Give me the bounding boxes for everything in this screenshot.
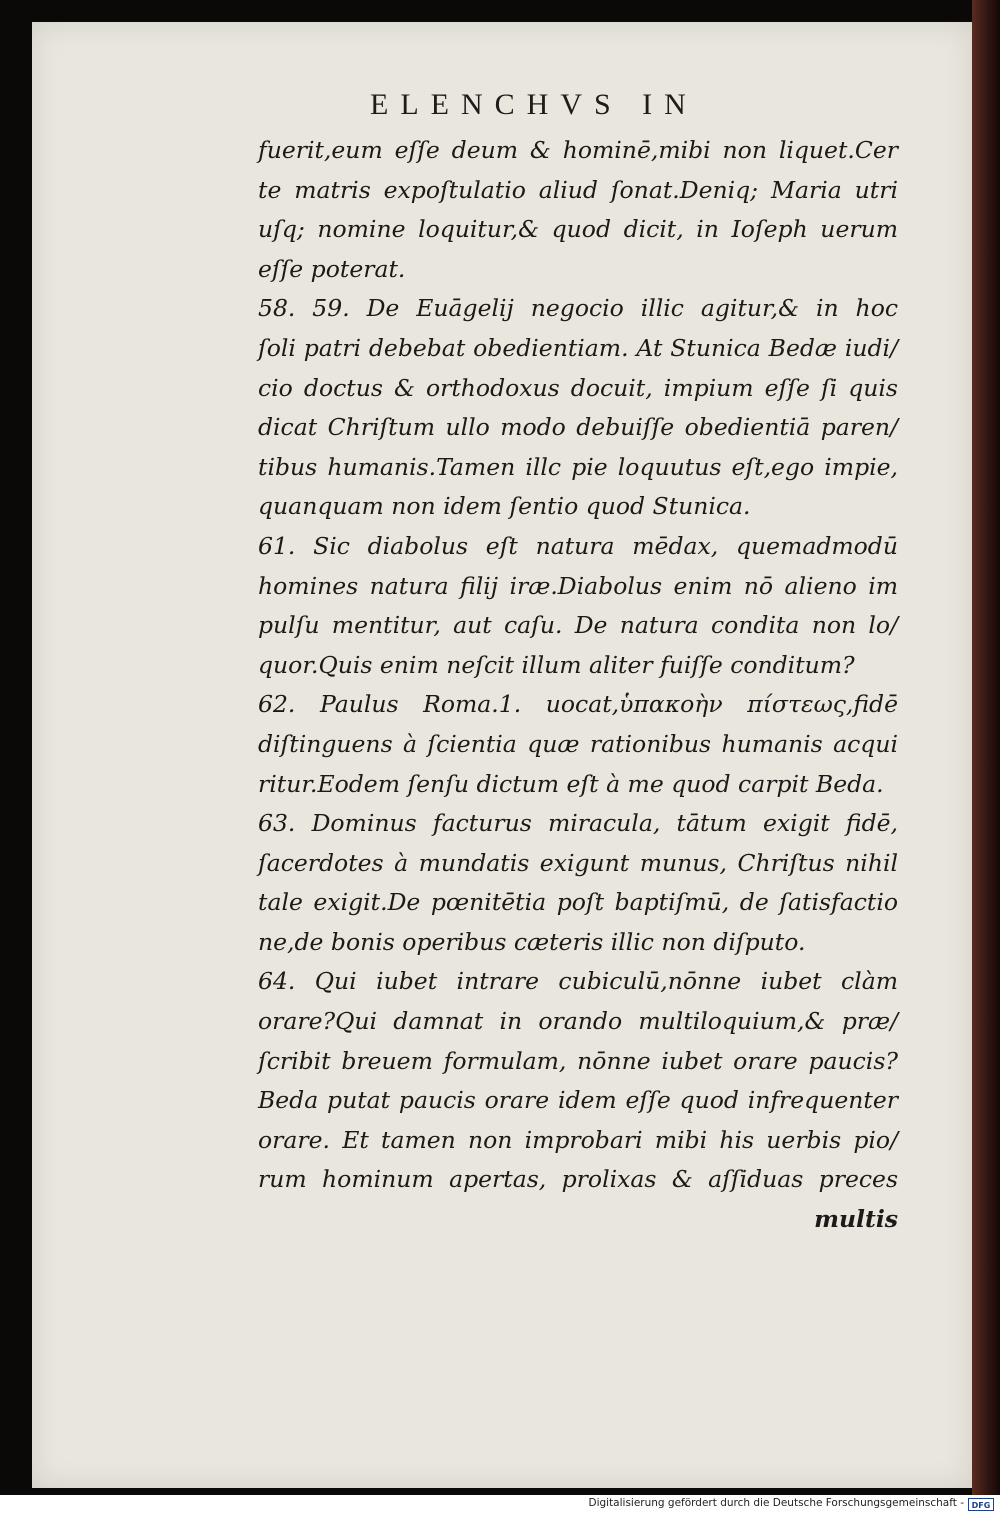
text-line: diſtinguens à ſcientia quæ rationibus humanis acqui: [258, 729, 898, 758]
text-line: 61. Sic diabolus eſt natura mēdax, quemadmodū: [258, 531, 898, 560]
text-line: cio doctus & orthodoxus docuit, impium eſſe ſi quis: [258, 373, 898, 402]
text-line: tale exigit.De pœnitētia poſt baptiſmū, de ſatisfactio: [258, 888, 898, 917]
text-line: dicat Chriſtum ullo modo debuiſſe obedientiā paren/: [258, 413, 898, 442]
text-line: pulſu mentitur, aut caſu. De natura condita non lo/: [258, 611, 898, 640]
text-line: ſcribit breuem formulam, nōnne iubet orare paucis?: [258, 1046, 898, 1075]
text-line: 62. Paulus Roma.1. uocat,ὑπακοὴν πίστεως,fidē: [258, 690, 898, 719]
text-line: te matris expoſtulatio aliud ſonat.Deniq; Maria utri: [258, 175, 898, 204]
text-line: quor.Quis enim neſcit illum aliter fuiſſe conditum?: [258, 650, 855, 679]
text-line: ſoli patri debebat obedientiam. At Stunica Bedæ iudi/: [258, 333, 898, 362]
text-line: rum hominum apertas, prolixas & aſſiduas preces: [258, 1165, 898, 1194]
catchword: multis: [814, 1205, 898, 1234]
text-line: Beda putat paucis orare idem eſſe quod infrequenter: [258, 1086, 898, 1115]
text-line: homines natura filij iræ.Diabolus enim nō alieno im: [258, 571, 898, 600]
text-line: fuerit,eum eſſe deum & hominē,mibi non liquet.Cer: [258, 136, 898, 164]
body-text: [258, 131, 898, 1240]
text-line: eſſe poterat.: [258, 254, 406, 283]
text-line: tibus humanis.Tamen illc pie loquutus eſt,ego impie,: [258, 452, 898, 481]
text-line: uſq; nomine loquitur,& quod dicit, in Ioſeph uerum: [258, 215, 898, 244]
text-line: 64. Qui iubet intrare cubiculū,nōnne iubet clàm: [258, 967, 898, 996]
text-line: 63. Dominus facturus miracula, tātum exigit fidē,: [258, 809, 898, 838]
text-line: 58. 59. De Euāgelij negocio illic agitur,& in hoc: [258, 294, 898, 323]
running-head: ELENCHVS IN: [370, 88, 698, 121]
text-line: ne,de bonis operibus cæteris illic non diſputo.: [258, 927, 806, 956]
text-line: orare?Qui damnat in orando multiloquium,& præ/: [258, 1007, 898, 1036]
footer-bar: [0, 1495, 1000, 1515]
book-spine-edge: [972, 0, 1000, 1495]
text-line: quanquam non idem ſentio quod Stunica.: [258, 492, 751, 521]
text-line: ſacerdotes à mundatis exigunt munus, Chriſtus nihil: [258, 848, 898, 877]
dfg-logo-icon: DFG: [968, 1498, 994, 1511]
text-line: ritur.Eodem ſenſu dictum eſt à me quod carpit Beda.: [258, 769, 884, 798]
text-line: orare. Et tamen non improbari mibi his uerbis pio/: [258, 1125, 898, 1154]
footer-credit: Digitalisierung gefördert durch die Deutsche Forschungsgemeinschaft -: [588, 1497, 964, 1509]
